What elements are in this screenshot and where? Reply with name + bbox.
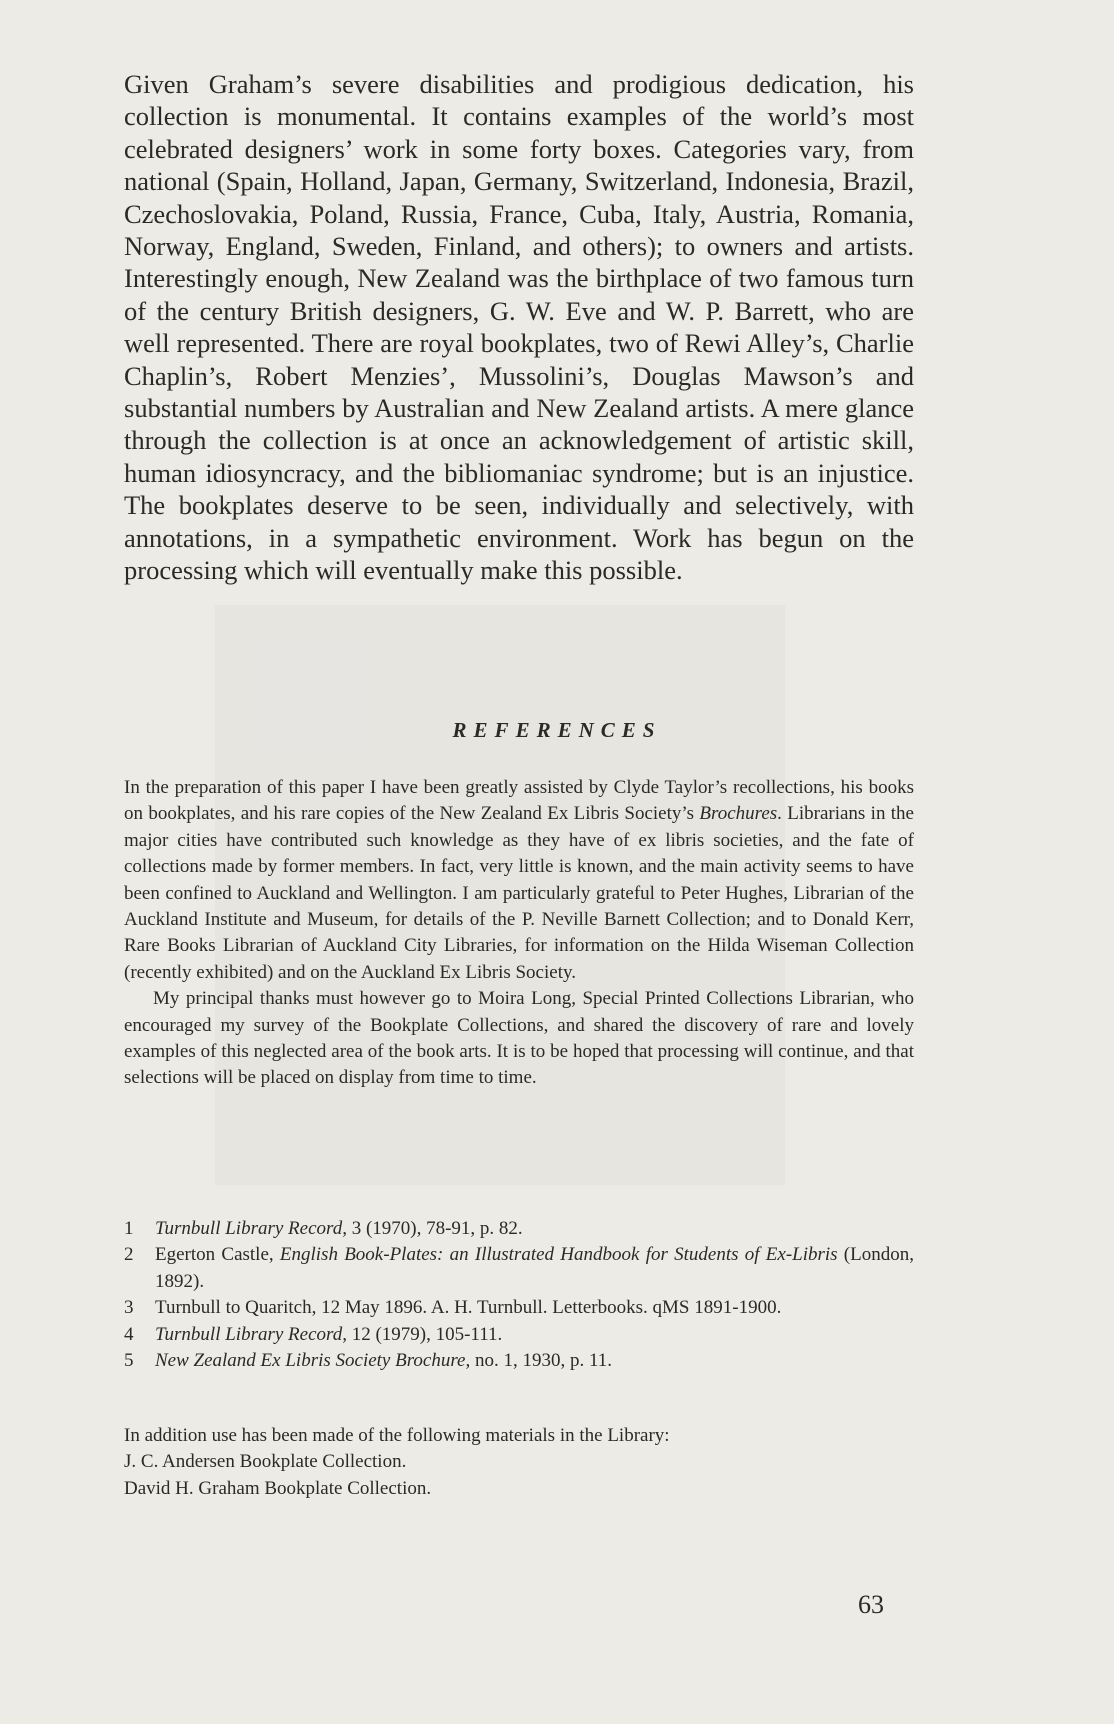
footnote-number: 1 <box>124 1218 134 1239</box>
footnote-item <box>124 1216 914 1242</box>
references-paragraph-1 <box>124 775 914 986</box>
materials-item: J. C. Andersen Bookplate Collection. <box>124 1451 407 1473</box>
footnote-title: Turnbull Library Record, <box>155 1323 347 1345</box>
footnote-item <box>124 1322 914 1348</box>
footnote-text <box>145 1348 914 1374</box>
footnote-author: Egerton Castle, <box>155 1244 280 1266</box>
library-materials <box>124 1423 914 1502</box>
footnote-detail: 12 (1979), 105-111. <box>346 1323 503 1345</box>
footnote-item <box>124 1242 914 1295</box>
footnote-detail: (London, 1892). <box>155 1244 914 1292</box>
references-paragraph-2: My principal thanks must however go to Moira Long, Special Printed Collections Librarian, who encouraged my survey of the Bookplate Collections, and shared the discovery of rare and lovely examples of this neglected area of the book arts. It is to be hoped that processing will continue, and that selections will be placed on display from time to time. <box>124 988 914 1089</box>
references-paragraph-1-end: . Librarians in the major cities have contributed such knowledge as they have of ex libris societies, and the fate of collections made by former members. In fact, very little is known, and the main activity seems to have been confined to Auckland and Wellington. I am particularly grateful to Peter Hughes, Librarian of the Auckland Institute and Museum, for details of the P. Neville Barnett Collection; and to Donald Kerr, Rare Books Librarian of Auckland City Libraries, for information on the Hilda Wiseman Collection (recently exhibited) and on the Auckland Ex Libris Society. <box>124 803 914 983</box>
references-heading: REFERENCES <box>452 718 662 742</box>
footnote-list <box>124 1216 914 1374</box>
footnote-detail: Turnbull to Quaritch, 12 May 1896. A. H. Turnbull. Letterbooks. qMS 1891-1900. <box>155 1297 782 1319</box>
references-paragraph-1-start: In the preparation of this paper I have been greatly assisted by Clyde Taylor’s recollections, his books on bookplates, and his rare copies of the New Zealand Ex Libris Society’s <box>124 777 914 825</box>
footnote-detail: 3 (1970), 78-91, p. 82. <box>346 1218 523 1239</box>
footnote-title: New Zealand Ex Libris Society Brochure, <box>155 1350 471 1372</box>
footnote-text <box>145 1322 914 1348</box>
footnote-number: 3 <box>124 1297 134 1319</box>
footnote-item <box>124 1348 914 1374</box>
footnote-number: 5 <box>124 1350 134 1372</box>
materials-item: David H. Graham Bookplate Collection. <box>124 1477 432 1499</box>
footnote-text <box>145 1295 914 1321</box>
footnote-number: 2 <box>124 1244 134 1266</box>
footnote-title: English Book-Plates: an Illustrated Handbook for Students of Ex-Libris <box>279 1244 838 1266</box>
footnote-text <box>145 1242 914 1295</box>
references-text <box>124 775 914 1092</box>
footnote-item <box>124 1295 914 1321</box>
footnote-number: 4 <box>124 1323 134 1345</box>
brochures-title: Brochures <box>699 803 778 825</box>
footnote-title: Turnbull Library Record, <box>155 1218 347 1239</box>
materials-intro: In addition use has been made of the following materials in the Library: <box>124 1425 670 1446</box>
page-number: 63 <box>858 1590 884 1619</box>
footnote-detail: no. 1, 1930, p. 11. <box>470 1350 613 1372</box>
footnote-text <box>145 1216 914 1242</box>
body-paragraph: Given Graham’s severe disabilities and prodigious dedication, his collection is monumental. It contains examples of the world’s most celebrated designers’ work in some forty boxes. Categories vary, from national (Spain, Holland, Japan, Germany, Switzerland, Indonesia, Brazil, Czechoslovakia, Poland, Russia, France, Cuba, Italy, Austria, Romania, Norway, England, Sweden, Finland, and others); to owners and artists. Interestingly enough, New Zealand was the birthplace of two famous turn of the century British designers, G. W. Eve and W. P. Barrett, who are well represented. There are royal bookplates, two of Rewi Alley’s, Charlie Chaplin’s, Robert Menzies’, Mussolini’s, Douglas Mawson’s and substantial numbers by Australian and New Zealand artists. A mere glance through the collection is at once an acknowledgement of artistic skill, human idiosyncracy, and the bibliomaniac syndrome; but is an injustice. The bookplates deserve to be seen, individually and selectively, with annotations, in a sympathetic environment. Work has begun on the processing which will eventually make this possible. <box>124 69 914 586</box>
